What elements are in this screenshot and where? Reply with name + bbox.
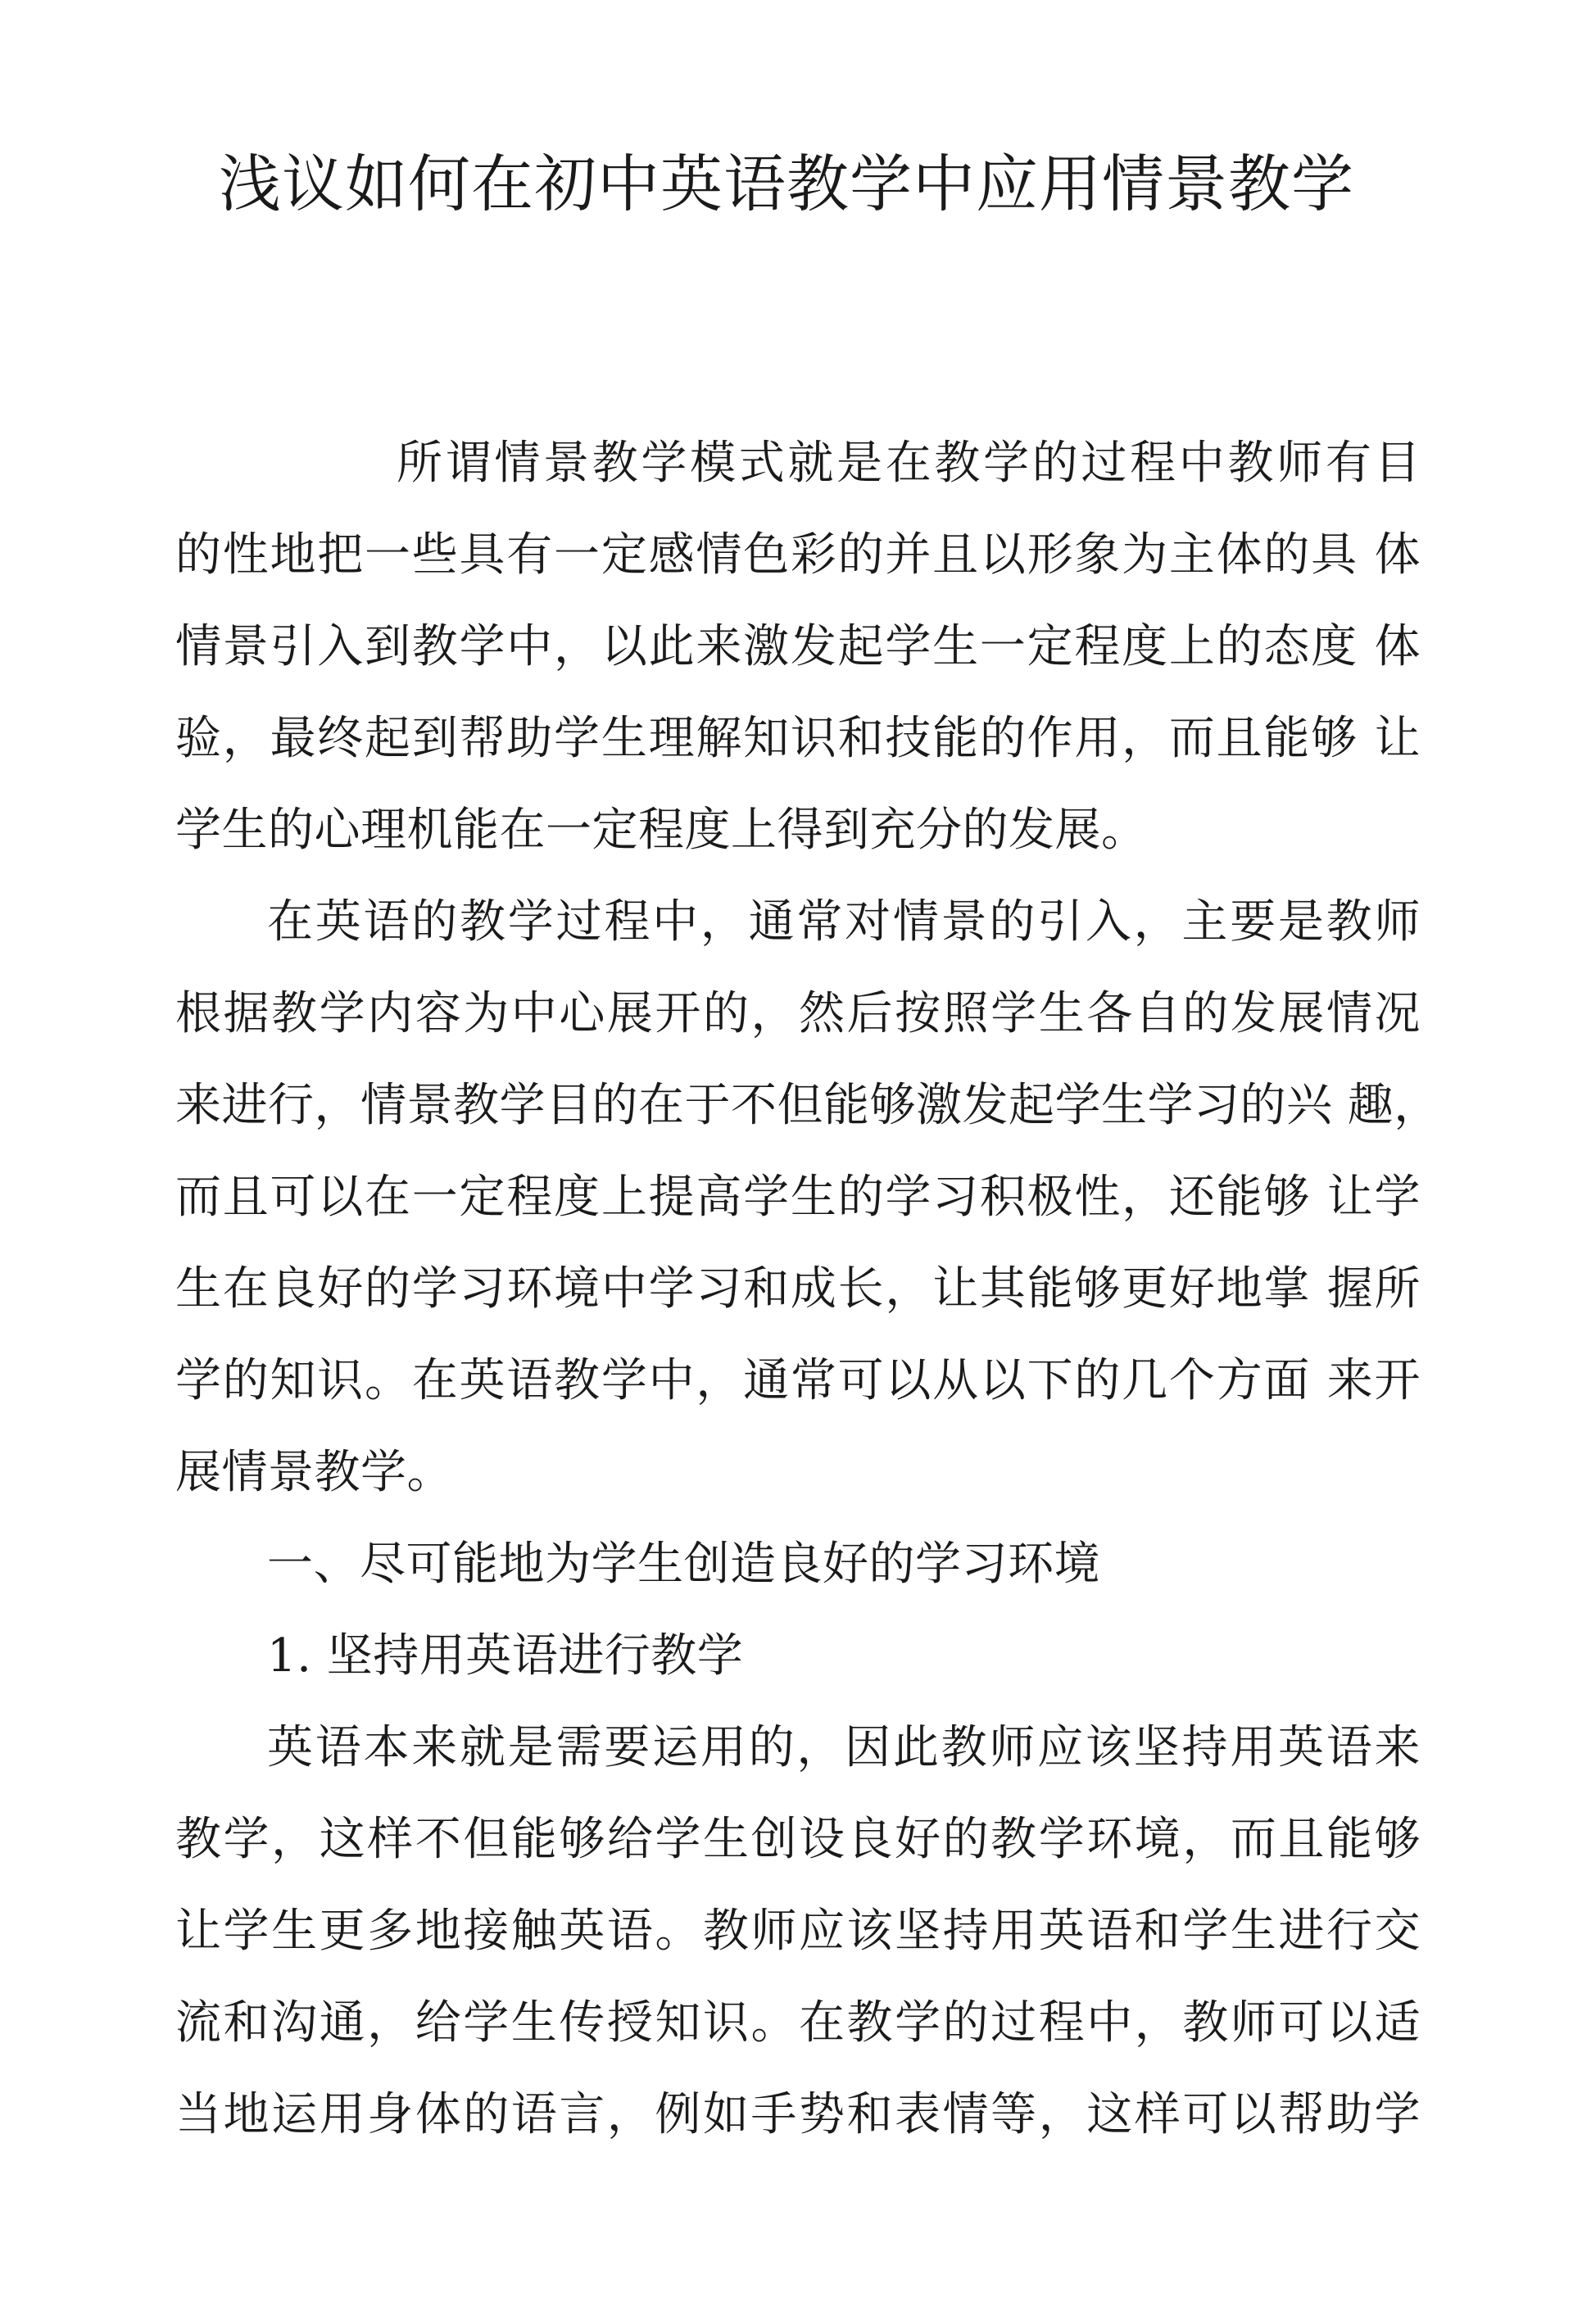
paragraph-line: 来进行，情景教学目的在于不但能够激发起学生学习的兴 趣， (175, 1079, 1440, 1132)
paragraph-line: 生在良好的学习环境中学习和成长，让其能够更好地掌 握所 (175, 1262, 1421, 1316)
subsection-heading: 1. 坚持用英语进行教学 (267, 1629, 744, 1683)
paragraph-line: 根据教学内容为中心展开的，然后按照学生各自的发展情况 (175, 987, 1421, 1040)
document-title: 浅议如何在初中英语教学中应用情景教学 (219, 147, 1354, 220)
paragraph-line: 流和沟通，给学生传授知识。在教学的过程中，教师可以适 (175, 1996, 1421, 2050)
paragraph-line: 的性地把一些具有一定感情色彩的并且以形象为主体的具 体 (175, 528, 1421, 582)
paragraph-line: 当地运用身体的语言，例如手势和表情等，这样可以帮助学 (175, 2088, 1421, 2141)
paragraph-line: 学的知识。在英语教学中，通常可以从以下的几个方面 来开 (175, 1354, 1421, 1407)
paragraph-line: 所谓情景教学模式就是在教学的过程中教师有目 (397, 437, 1421, 490)
section-heading: 一、尽可能地为学生创造良好的学习环境 (267, 1538, 1100, 1591)
paragraph-line: 展情景教学。 (175, 1446, 453, 1499)
paragraph-line: 让学生更多地接触英语。教师应该坚持用英语和学生进行交 (175, 1905, 1421, 1958)
paragraph-line: 教学，这样不但能够给学生创设良好的教学环境，而且能够 (175, 1813, 1421, 1866)
paragraph-line: 学生的心理机能在一定程度上得到充分的发展。 (175, 804, 1148, 857)
document-body (175, 418, 1440, 2161)
paragraph-line: 验，最终起到帮助学生理解知识和技能的作用，而且能够 让 (175, 712, 1421, 765)
paragraph-line: 而且可以在一定程度上提高学生的学习积极性，还能够 让学 (175, 1171, 1421, 1224)
paragraph-line: 在英语的教学过程中，通常对情景的引入，主要是教师 (267, 895, 1421, 949)
paragraph-line: 英语本来就是需要运用的，因此教师应该坚持用英语来 (267, 1721, 1421, 1774)
paragraph-line: 情景引入到教学中，以此来激发起学生一定程度上的态度 体 (175, 620, 1421, 673)
